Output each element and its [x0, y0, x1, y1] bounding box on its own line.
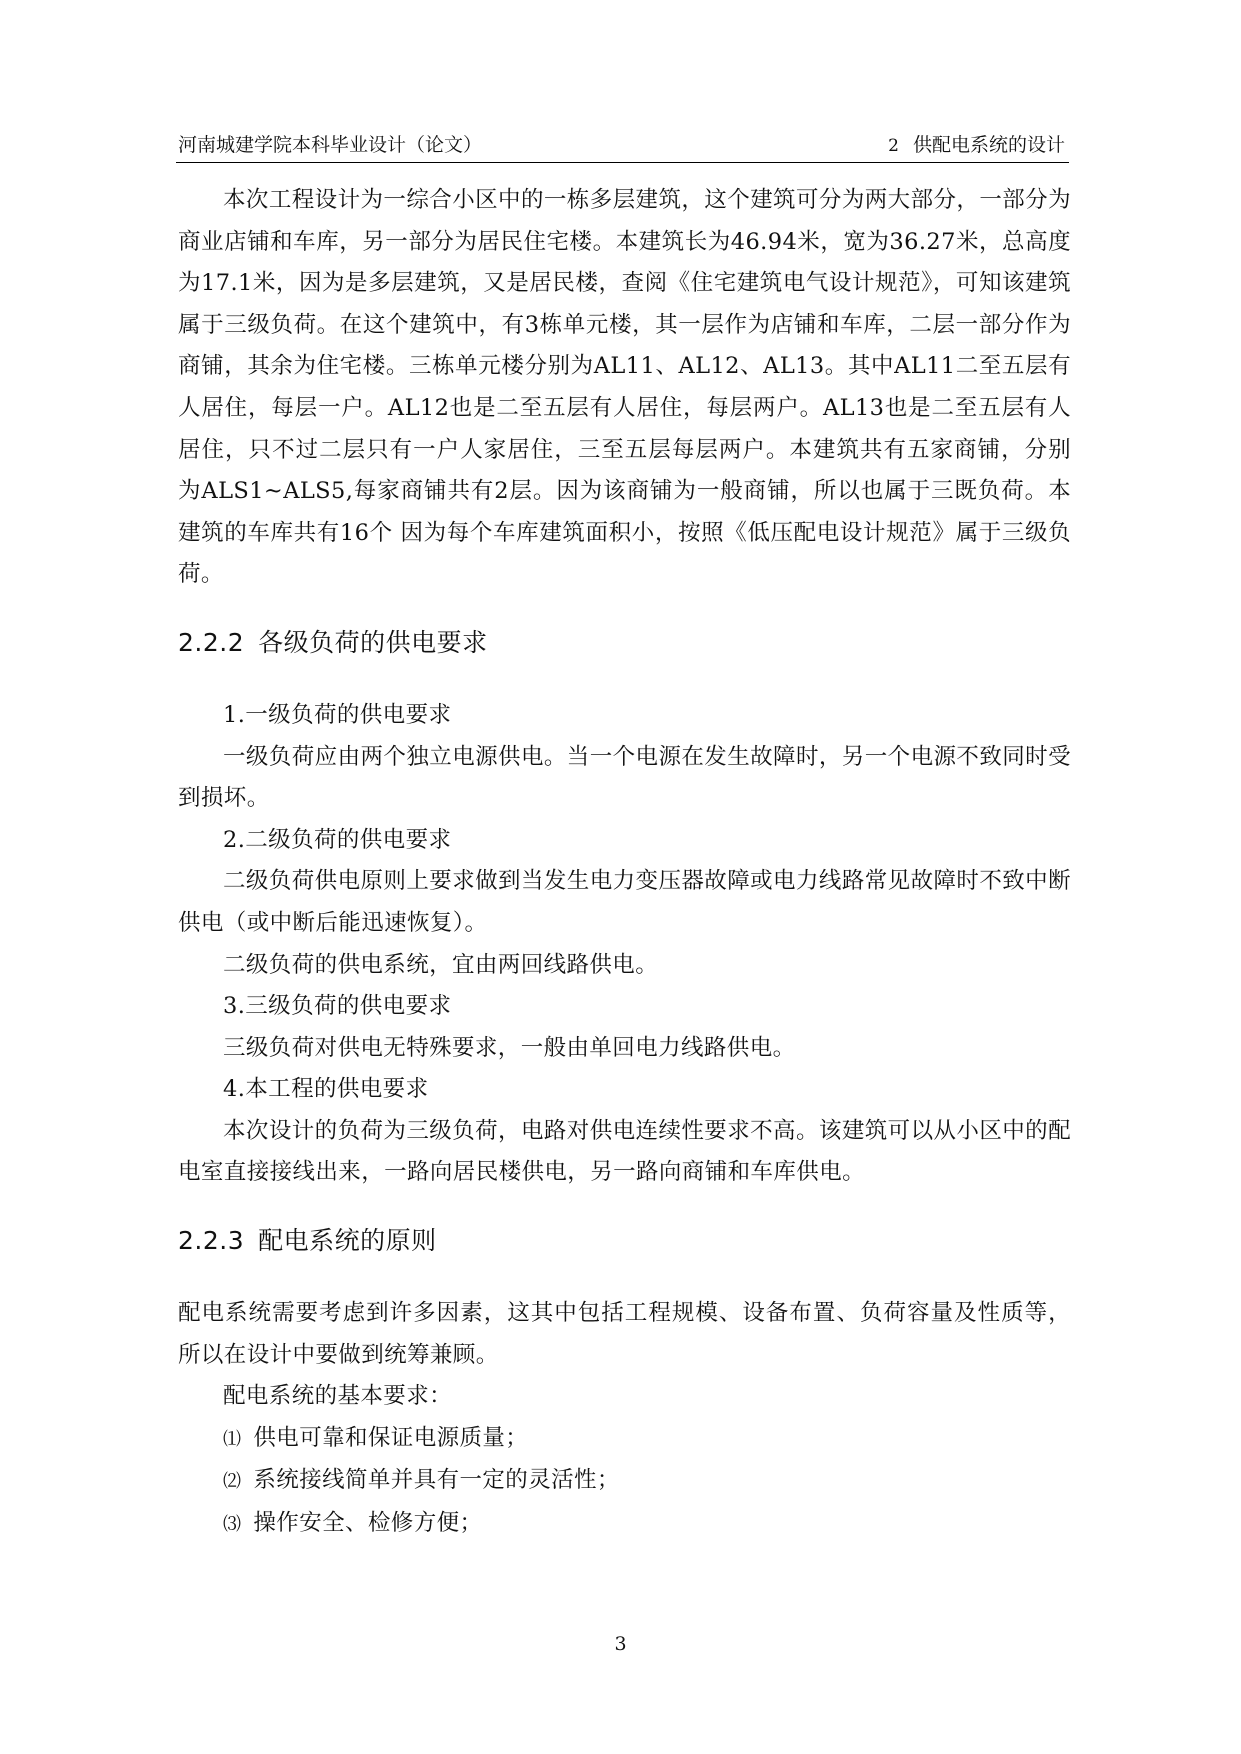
subsection-title-3: 3.三级负荷的供电要求: [223, 993, 452, 1020]
section-title: 配电系统的原则: [258, 1226, 437, 1256]
distribution-principle-text: 配电系统需要考虑到许多因素，这其中包括工程规模、设备布置、负荷容量及性质等，所以在设计中要做到统筹兼顾。: [178, 1300, 1071, 1368]
subsection-title-4: 4.本工程的供电要求: [223, 1076, 429, 1103]
item-text: 供电可靠和保证电源质量；: [253, 1424, 529, 1451]
requirements-title: 配电系统的基本要求：: [223, 1383, 453, 1410]
intro-paragraph: 本次工程设计为一综合小区中的一栋多层建筑，这个建筑可分为两大部分，一部分为商业店铺和车库，另一部分为居民住宅楼。本建筑长为46.94米，宽为36.27米，总高度为17.1米，因为是多层建筑，又是居民楼，查阅《住宅建筑电气设计规范》，可知该建筑属于三级负荷。在这个建筑中，有3栋单元楼，其一层作为店铺和车库，二层一部分作为商铺，其余为住宅楼。三栋单元楼分别为AL11、AL12、AL13。其中AL11二至五层有人居住，每层一户。AL12也是二至五层有人居住，每层两户。AL13也是二至五层有人居住，只不过二层只有一户人家居住，三至五层每层两户。本建筑共有五家商铺，分别为ALS1~ALS5,每家商铺共有2层。因为该商铺为一般商铺，所以也属于三既负荷。本建筑的车库共有16个 因为每个车库建筑面积小，按照《低压配电设计规范》属于三级负荷。: [178, 187, 1071, 588]
subsection-text-2: 二级负荷供电原则上要求做到当发生电力变压器故障或电力线路常见故障时不致中断供电（或中断后能迅速恢复）。: [178, 868, 1071, 936]
page-header: [176, 132, 1069, 163]
item-marker: ⑶: [223, 1514, 242, 1536]
section-number: 2.2.3: [178, 1226, 245, 1256]
section-title: 各级负荷的供电要求: [258, 627, 488, 657]
subsection-text-3: 三级负荷对供电无特殊要求，一般由单回电力线路供电。: [223, 1034, 796, 1061]
subsection-text-4: 本次设计的负荷为三级负荷，电路对供电连续性要求不高。该建筑可以从小区中的配电室直接接线出来，一路向居民楼供电，另一路向商铺和车库供电。: [178, 1117, 1071, 1186]
subsection-title-2: 2.二级负荷的供电要求: [223, 826, 452, 853]
section-number: 2.2.2: [178, 627, 245, 657]
header-chapter: [888, 132, 1065, 159]
header-thesis-title: 河南城建学院本科毕业设计（论文）: [178, 134, 483, 156]
item-marker: ⑴: [223, 1428, 242, 1450]
subsection-text-2b: 二级负荷的供电系统，宜由两回线路供电。: [223, 951, 659, 978]
page-number: 3: [614, 1633, 627, 1655]
header-chapter-number: 2: [888, 136, 899, 156]
requirement-item: [178, 1418, 1071, 1461]
page-body: [178, 180, 1071, 1546]
subsection-title-1: 1.一级负荷的供电要求: [223, 701, 452, 728]
section-heading-2-2-3: [178, 1221, 1071, 1261]
item-marker: ⑵: [223, 1471, 242, 1493]
section-heading-2-2-2: [178, 623, 1071, 663]
requirement-item: [178, 1460, 1071, 1503]
header-chapter-title: 供配电系统的设计: [912, 134, 1065, 156]
item-text: 系统接线简单并具有一定的灵活性；: [253, 1467, 620, 1494]
requirement-item: [178, 1503, 1071, 1546]
item-text: 操作安全、检修方便；: [253, 1510, 483, 1537]
subsection-text-1: 一级负荷应由两个独立电源供电。当一个电源在发生故障时，另一个电源不致同时受到损坏。: [178, 743, 1071, 812]
